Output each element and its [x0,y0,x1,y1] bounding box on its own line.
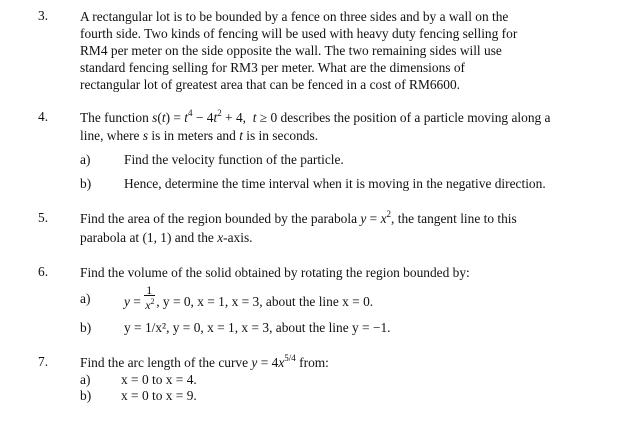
q7-part-a-label: a) [80,372,91,387]
q4-part-b-label: b) [80,176,92,191]
q3-line-4: standard fencing selling for RM3 per meter. What are the dimensions of [80,60,465,75]
q5-line-1: Find the area of the region bounded by the parabola $y = x^2$, the tangent line to this [80,209,517,226]
q7-part-b-text: x = 0 to x = 9. [121,388,197,403]
q6-part-b-text: y = 1/x², y = 0, x = 1, x = 3, about the line y = −1. [124,320,391,335]
q4-part-a-label: a) [80,152,91,167]
question-number: 4. [38,109,49,124]
q6-part-a-label: a) [80,291,91,306]
fraction-one-over-x-squared: $\frac{1}{x^2}$ [145,283,155,312]
q7-part-b-label: b) [80,388,92,403]
q7-part-a-text: x = 0 to x = 4. [121,372,197,387]
q3-line-2: fourth side. Two kinds of fencing will be used with heavy duty fencing selling for [80,26,518,41]
question-number: 6. [38,264,49,279]
q3-line-3: RM4 per meter on the side opposite the wall. The two remaining sides will use [80,43,502,58]
question-number: 5. [38,210,49,225]
q4-line-1: The function $s(t) = t^4 - 4t^2 + 4$, t ≥ 0 describes the position of a particle moving along a [80,108,551,125]
q5-line-2: parabola at (1, 1) and the x-axis. [80,230,253,245]
parabola-formula: $y = x^2$ [360,209,392,226]
q4-part-a-text: Find the velocity function of the particle. [124,152,344,167]
q4-part-b-text: Hence, determine the time interval when it is moving in the negative direction. [124,176,546,191]
q6-intro: Find the volume of the solid obtained by rotating the region bounded by: [80,265,470,280]
question-number: 7. [38,354,49,369]
question-number: 3. [38,8,49,23]
q4-line-2: line, where s is in meters and t is in seconds. [80,128,319,143]
q6-part-a-text: y = $\frac{1}{x^2}$ , y = 0, x = 1, x = 3, about the line x = 0. [124,283,374,312]
q3-line-5: rectangular lot of greatest area that can be fenced in a cost of RM6600. [80,77,460,92]
q3-line-1: A rectangular lot is to be bounded by a fence on three sides and by a wall on the [80,9,509,24]
position-function-formula: $s(t) = t^4 - 4t^2 + 4$, t ≥ 0 [152,108,278,125]
q7-intro: Find the arc length of the curve $y = 4x^{5/4}$ from: [80,353,329,370]
curve-formula: $y = 4x^{5/4}$ [251,353,296,370]
q6-part-b-label: b) [80,320,92,335]
